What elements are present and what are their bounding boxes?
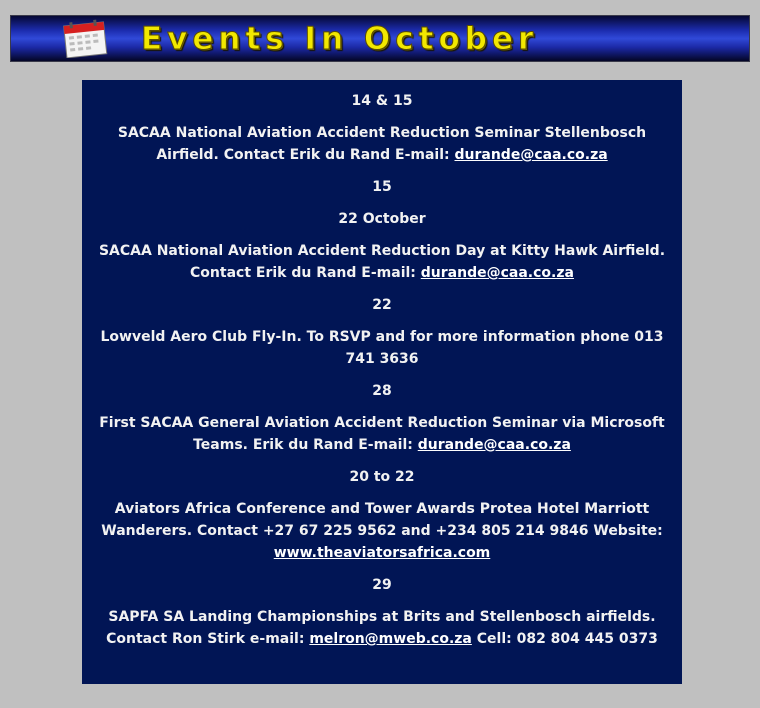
event-description bbox=[94, 240, 670, 284]
event-description bbox=[94, 122, 670, 166]
event-link[interactable]: durande@caa.co.za bbox=[417, 437, 571, 453]
event-link[interactable]: www.theaviatorsafrica.com bbox=[273, 545, 491, 561]
events-list bbox=[82, 90, 682, 650]
calendar-icon bbox=[57, 18, 111, 58]
event-text: First SACAA General Aviation Accident Reduction Seminar via Microsoft Teams. Erik du Rand E-mail: bbox=[99, 415, 665, 453]
event-link[interactable]: durande@caa.co.za bbox=[454, 147, 608, 163]
event-text: Lowveld Aero Club Fly-In. To RSVP and for more information phone 013 741 3636 bbox=[100, 329, 664, 367]
banner-title: Events In October bbox=[141, 21, 539, 57]
event-description bbox=[94, 412, 670, 456]
event-text-after: Cell: 082 804 445 0373 bbox=[471, 631, 658, 647]
event-date: 28 bbox=[372, 383, 392, 399]
event-text: SAPFA SA Landing Championships at Brits and Stellenbosch airfields. Contact Ron Stirk e-mail: bbox=[106, 609, 656, 647]
event-date: 15 bbox=[372, 179, 392, 195]
events-panel bbox=[82, 80, 682, 684]
event-description bbox=[94, 326, 670, 370]
event-text: Aviators Africa Conference and Tower Awards Protea Hotel Marriott Wanderers. Contact +27 67 225 9562 and +234 805 214 9846 Website: bbox=[101, 501, 663, 539]
event-date: 20 to 22 bbox=[349, 469, 415, 485]
event-date: 29 bbox=[372, 577, 392, 593]
events-banner bbox=[10, 15, 750, 62]
event-description bbox=[94, 606, 670, 650]
event-text: SACAA National Aviation Accident Reduction Seminar Stellenbosch Airfield. Contact Erik du Rand E-mail: bbox=[117, 125, 647, 163]
event-link[interactable]: melron@mweb.co.za bbox=[309, 631, 472, 647]
event-text: SACAA National Aviation Accident Reduction Day at Kitty Hawk Airfield. Contact Erik du Rand E-mail: bbox=[98, 243, 666, 281]
event-description bbox=[94, 498, 670, 564]
event-date: 22 bbox=[372, 297, 392, 313]
event-date: 14 & 15 bbox=[351, 93, 413, 109]
event-link[interactable]: durande@caa.co.za bbox=[420, 265, 574, 281]
event-date: 22 October bbox=[338, 211, 426, 227]
